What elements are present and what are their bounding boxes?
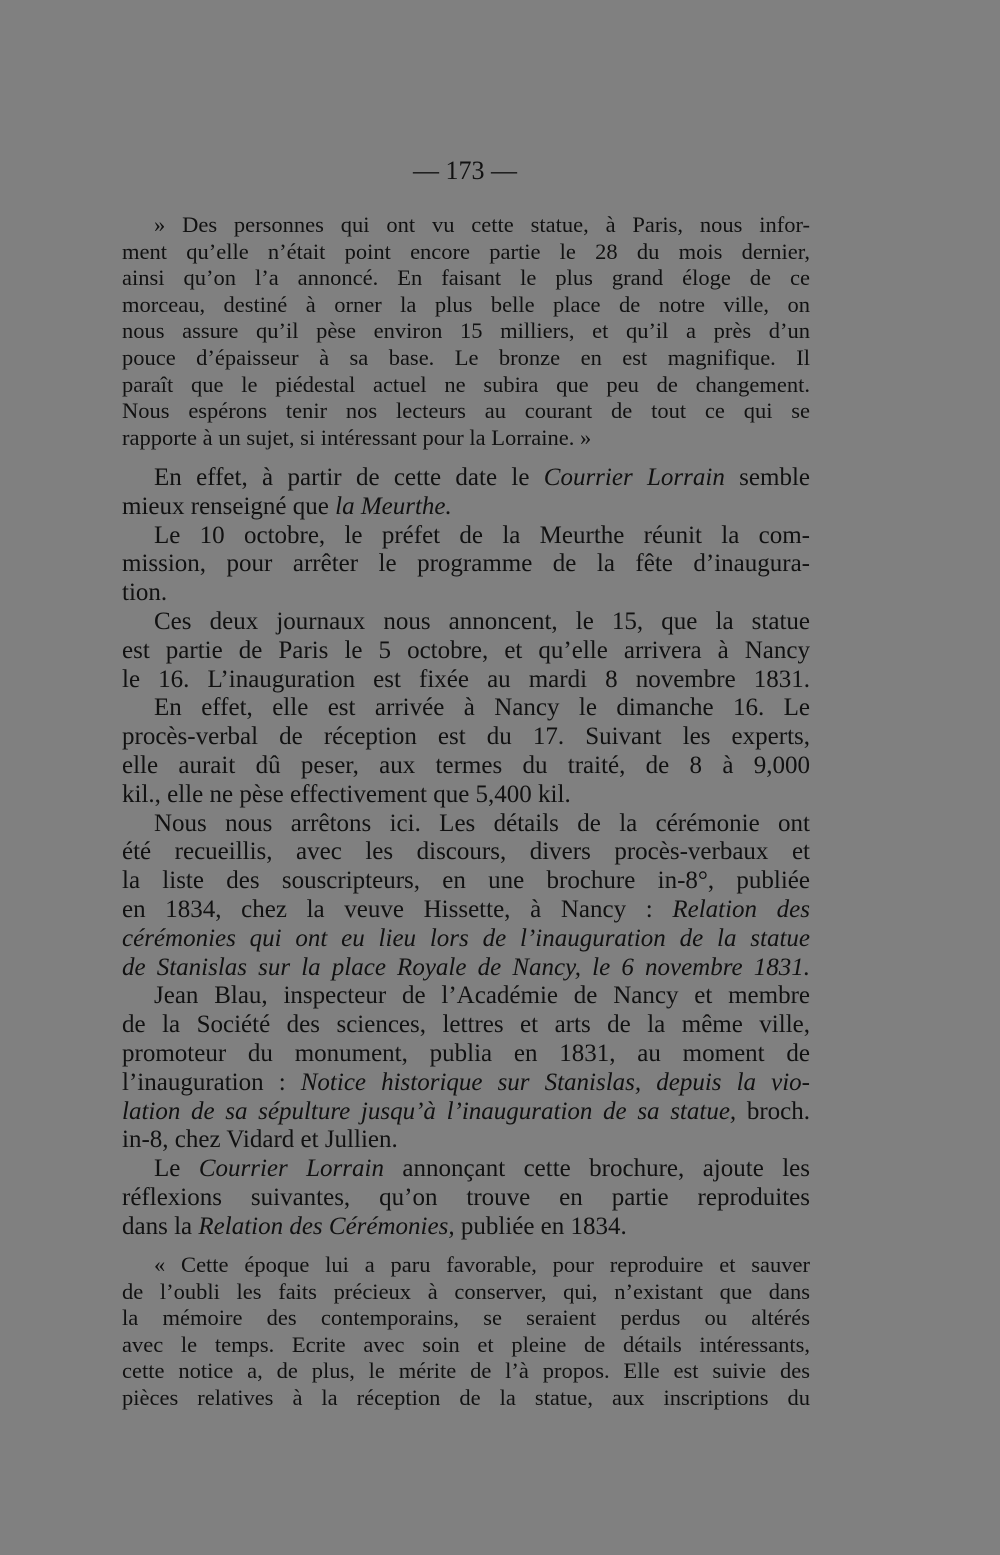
body-text [122,464,810,1242]
quote-line: la mémoire des contemporains, se seraient perdus ou altérés [122,1305,810,1331]
text-line: Jean Blau, inspecteur de l’Académie de Nancy et membre [154,982,810,1010]
paragraph [122,608,810,694]
text-line: le 16. L’inauguration est fixée au mardi 8 novembre 1831. [122,665,810,693]
quote-line: avec le temps. Ecrite avec soin et pleine de détails intéressants, [122,1331,810,1357]
text-line [122,464,810,493]
text-line: kil., elle ne pèse effectivement que 5,400 kil. [122,780,571,808]
text-line: est partie de Paris le 5 octobre, et qu’elle arrivera à Nancy [122,636,810,664]
newspaper-title: la Meurthe. [335,492,452,520]
book-title: Relation des [672,895,811,923]
text-line [122,925,810,954]
paragraph [122,1155,810,1241]
page-number: — 173 — [413,156,517,185]
book-title: Relation des Cérémonies, [198,1212,455,1240]
text-line [122,1213,810,1242]
quote-line: morceau, destiné à orner la plus belle place de notre ville, on [122,291,810,317]
quote-line: » Des personnes qui ont vu cette statue, à Paris, nous infor- [154,212,810,237]
text-line: in-8, chez Vidard et Jullien. [122,1126,398,1154]
text-run: semble [724,464,810,491]
text-line: mission, pour arrêter le programme de la fête d’inaugura- [122,550,810,578]
paragraph [122,522,810,608]
text-line: En effet, elle est arrivée à Nancy le dimanche 16. Le [154,694,810,722]
quote-line: de l’oubli les faits précieux à conserver, qui, n’existant que dans [122,1278,810,1304]
quote-line: « Cette époque lui a paru favorable, pour reproduire et sauver [154,1252,810,1277]
newspaper-title: Courrier Lorrain [198,1155,384,1183]
book-title: lation de sa sépulture jusqu’à l’inauguration de sa statue, [122,1097,737,1125]
quote-line: paraît que le piédestal actuel ne subira que peu de changement. [122,371,810,397]
text-run: Le [154,1155,199,1183]
text-run: dans la [122,1212,199,1240]
quote-line: nous assure qu’il pèse environ 15 milliers, et qu’il a près d’un [122,318,810,344]
quote-line: Nous espérons tenir nos lecteurs au courant de tout ce qui se [122,398,810,424]
text-line: la liste des souscripteurs, en une brochure in-8°, publiée [122,867,810,895]
text-line: Ces deux journaux nous annoncent, le 15, que la statue [154,607,810,635]
quote-line: ment qu’elle n’était point encore partie le 28 du mois dernier, [122,238,810,264]
text-line: Nous nous arrêtons ici. Les détails de la cérémonie ont [154,809,810,837]
text-run: annonçant cette brochure, ajoute les [383,1155,810,1183]
text-line: réflexions suivantes, qu’on trouve en partie reproduites [122,1183,810,1211]
text-run: broch. [736,1097,811,1125]
paragraph [122,982,810,1155]
paragraph [122,810,810,983]
text-line [122,896,810,925]
text-line [122,1155,810,1184]
book-title: Notice historique sur Stanislas, depuis la vio- [300,1068,810,1096]
text-line: promoteur du monument, publia en 1831, au moment de [122,1039,810,1067]
text-line: de la Société des sciences, lettres et arts de la même ville, [122,1011,810,1039]
text-line [122,1098,810,1127]
paragraph [122,464,810,522]
text-run: mieux renseigné que [122,492,336,520]
text-run: En effet, à partir de cette date le [154,464,544,491]
book-title: cérémonies qui ont eu lieu lors de l’inauguration de la statue [122,924,810,952]
text-line [122,954,810,983]
text-line: Le 10 octobre, le préfet de la Meurthe réunit la com- [154,521,810,549]
text-line: elle aurait dû peser, aux termes du traité, de 8 à 9,000 [122,751,810,779]
text-line: procès-verbal de réception est du 17. Suivant les experts, [122,723,810,751]
quote-line: pouce d’épaisseur à sa base. Le bronze en est magnifique. Il [122,344,810,370]
text-run: l’inauguration : [122,1068,301,1096]
paragraph [122,694,810,809]
text-line [122,493,810,522]
text-line [122,1069,810,1098]
book-title: de Stanislas sur la place Royale de Nancy, le 6 novembre 1831. [122,953,810,981]
text-run: publiée en 1834. [454,1212,627,1240]
quotation-newspaper [122,212,810,451]
quote-line: pièces relatives à la réception de la statue, aux inscriptions du [122,1384,810,1410]
text-line: été recueillis, avec les discours, divers procès-verbaux et [122,838,810,866]
quote-line: ainsi qu’on l’a annoncé. En faisant le plus grand éloge de ce [122,265,810,291]
newspaper-title: Courrier Lorrain [543,464,725,491]
text-line: tion. [122,579,168,607]
quote-line: rapporte à un sujet, si intéressant pour la Lorraine. » [122,424,592,450]
quotation-brochure [122,1252,810,1412]
quote-line: cette notice a, de plus, le mérite de l’à propos. Elle est suivie des [122,1358,810,1384]
text-run: en 1834, chez la veuve Hissette, à Nancy : [122,895,673,923]
